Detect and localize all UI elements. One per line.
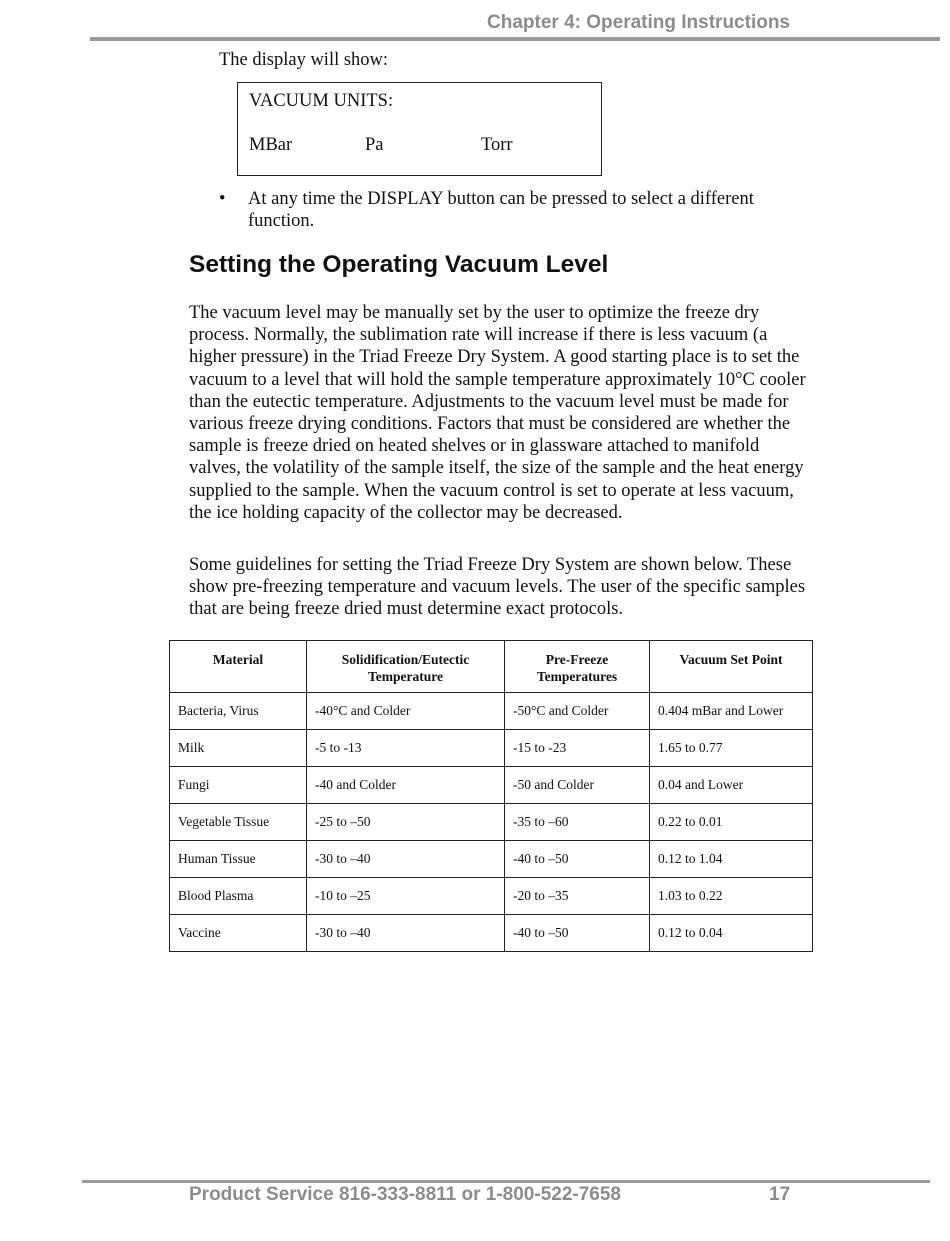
unit-option-mbar: MBar: [249, 135, 293, 155]
table-cell: Bacteria, Virus: [170, 693, 307, 730]
page-number: 17: [769, 1184, 791, 1205]
table-cell: Human Tissue: [170, 841, 307, 878]
table-cell: -25 to –50: [307, 804, 505, 841]
table-row: [170, 841, 813, 878]
table-row: [170, 878, 813, 915]
table-row: [170, 804, 813, 841]
table-cell: 0.04 and Lower: [650, 767, 813, 804]
table-cell: Vegetable Tissue: [170, 804, 307, 841]
table-cell: -50°C and Colder: [505, 693, 650, 730]
table-cell: -40 to –50: [505, 915, 650, 952]
section-heading: Setting the Operating Vacuum Level: [189, 251, 609, 278]
table-row: [170, 767, 813, 804]
table-cell: 1.65 to 0.77: [650, 730, 813, 767]
chapter-title: Chapter 4: Operating Instructions: [487, 12, 790, 33]
unit-option-pa: Pa: [365, 135, 384, 155]
table-cell: Fungi: [170, 767, 307, 804]
table-cell: 0.12 to 0.04: [650, 915, 813, 952]
column-header-eutectic-temperature: Solidification/Eutectic Temperature: [307, 641, 505, 693]
display-readout-box: [237, 82, 602, 176]
product-service-contact: Product Service 816-333-8811 or 1-800-522-7658: [189, 1184, 621, 1205]
table-cell: -5 to -13: [307, 730, 505, 767]
body-paragraph: The vacuum level may be manually set by the user to optimize the freeze dry process. Normally, the sublimation rate will increase if there is less vacuum (a higher pressure) in the Triad Freeze Dry System. A good starting place is to set the vacuum to a level that will hold the sample temperature approximately 10°C cooler than the eutectic temperature. Adjustments to the vacuum level must be made for various freeze drying conditions. Factors that must be considered are whether the sample is freeze dried on heated shelves or in glassware attached to manifold valves, the volatility of the sample itself, the size of the sample and the heat energy supplied to the sample. When the vacuum control is set to operate at less vacuum, the ice holding capacity of the collector may be decreased.: [189, 303, 806, 523]
body-paragraph: Some guidelines for setting the Triad Freeze Dry System are shown below. These show pre-freezing temperature and vacuum levels. The user of the specific samples that are being freeze dried must determine exact protocols.: [189, 555, 806, 620]
table-cell: -30 to –40: [307, 841, 505, 878]
bullet-text: At any time the DISPLAY button can be pressed to select a different function.: [248, 189, 754, 231]
table-cell: 0.12 to 1.04: [650, 841, 813, 878]
table-row: [170, 915, 813, 952]
table-cell: -50 and Colder: [505, 767, 650, 804]
table-cell: -40°C and Colder: [307, 693, 505, 730]
table-row: [170, 730, 813, 767]
table-cell: Blood Plasma: [170, 878, 307, 915]
table-cell: -40 and Colder: [307, 767, 505, 804]
table-cell: Milk: [170, 730, 307, 767]
table-cell: -10 to –25: [307, 878, 505, 915]
table-header-row: [170, 641, 813, 693]
table-cell: -35 to –60: [505, 804, 650, 841]
table-cell: -20 to –35: [505, 878, 650, 915]
table-cell: -15 to -23: [505, 730, 650, 767]
bullet-icon: •: [219, 189, 226, 209]
table-row: [170, 693, 813, 730]
column-header-pre-freeze-temperatures: Pre-Freeze Temperatures: [505, 641, 650, 693]
bullet-item: [219, 188, 799, 232]
table-cell: 1.03 to 0.22: [650, 878, 813, 915]
footer-divider: [82, 1180, 930, 1183]
column-header-vacuum-set-point: Vacuum Set Point: [650, 641, 813, 693]
display-intro-text: The display will show:: [219, 50, 389, 70]
unit-option-torr: Torr: [481, 135, 513, 155]
header-divider: [90, 37, 940, 41]
table-cell: -30 to –40: [307, 915, 505, 952]
table-cell: Vaccine: [170, 915, 307, 952]
display-readout-title: VACUUM UNITS:: [249, 91, 394, 111]
table-cell: -40 to –50: [505, 841, 650, 878]
table-cell: 0.404 mBar and Lower: [650, 693, 813, 730]
freeze-dry-guidelines-table: [169, 640, 813, 952]
table-cell: 0.22 to 0.01: [650, 804, 813, 841]
column-header-material: Material: [170, 641, 307, 693]
